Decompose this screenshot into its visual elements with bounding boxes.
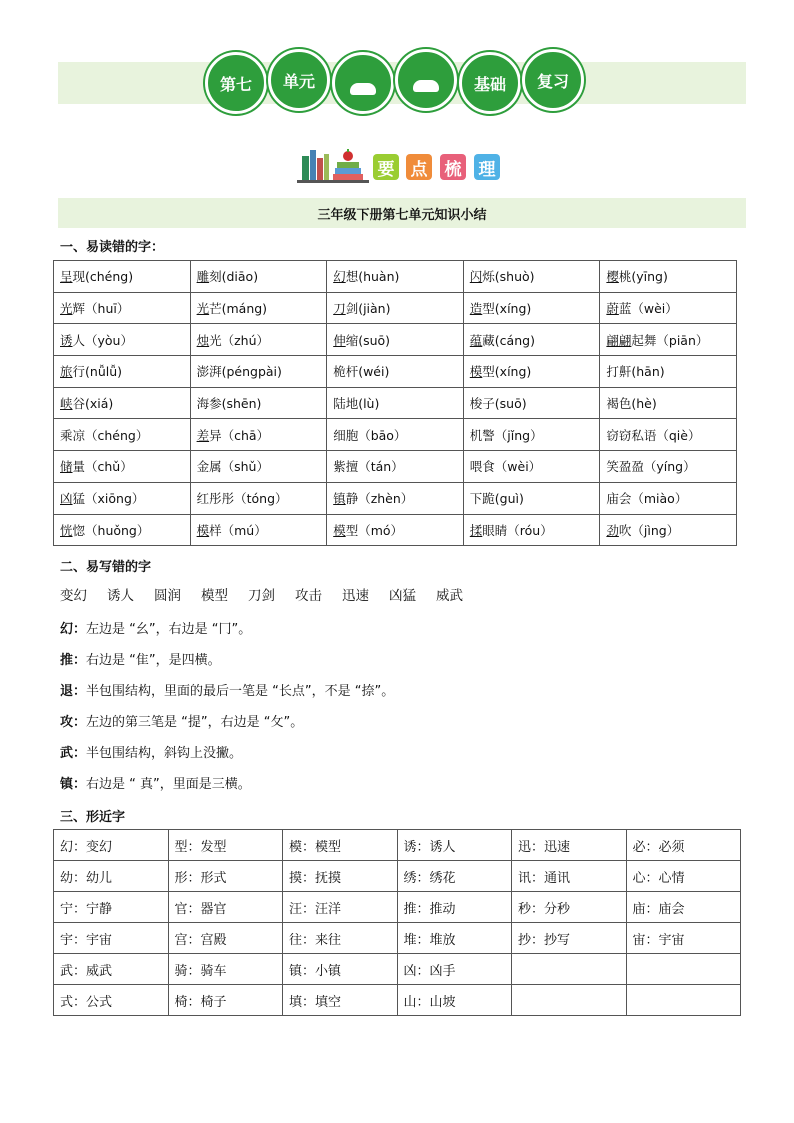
table-cell	[327, 292, 464, 324]
table-cell	[327, 451, 464, 483]
table-cell: 诱：诱人	[397, 830, 512, 861]
table-row	[54, 356, 737, 388]
cell-text: 异（chā）	[209, 427, 270, 443]
cell-text: 笑盈盈（yíng）	[606, 459, 696, 475]
underlined-char: 雕	[196, 269, 210, 285]
table-cell: 绣：绣花	[397, 861, 512, 892]
table-cell	[327, 514, 464, 546]
table-cell	[190, 387, 327, 419]
underlined-char: 凶	[60, 491, 73, 507]
table-cell	[54, 482, 191, 514]
word-item: 圆润	[154, 588, 181, 604]
table-cell	[190, 514, 327, 546]
underlined-char: 呈	[60, 269, 73, 285]
table-cell	[463, 514, 600, 546]
cell-text: 辉（huī）	[72, 301, 130, 317]
section-tile-4: 理	[474, 154, 500, 180]
word-item: 威武	[436, 588, 463, 604]
cell-text: 猛（xiōng）	[72, 491, 145, 507]
note-line	[60, 680, 394, 699]
underlined-char: 樱	[606, 269, 619, 285]
table-cell: 推：推动	[397, 892, 512, 923]
table-cell: 秒：分秒	[512, 892, 627, 923]
cell-text: 蓝（wèi）	[618, 301, 678, 317]
table-cell	[190, 451, 327, 483]
word-item: 模型	[201, 588, 228, 604]
table-row	[54, 514, 737, 546]
cell-text: 喂食（wèi）	[469, 459, 542, 475]
cell-text: 紫擅（tán）	[333, 459, 404, 475]
underlined-char: 模	[333, 522, 346, 538]
underlined-char: 峡	[60, 396, 73, 412]
table-cell	[327, 356, 464, 388]
table-cell	[626, 985, 741, 1016]
cell-text: 烁(shuò)	[482, 269, 535, 285]
table-cell: 填：填空	[283, 985, 398, 1016]
table-row	[54, 324, 737, 356]
note-line	[60, 649, 221, 668]
table-cell: 必：必须	[626, 830, 741, 861]
table-cell	[512, 985, 627, 1016]
underlined-char: 刀	[333, 301, 346, 317]
table-cell: 椅：椅子	[168, 985, 283, 1016]
table-cell	[463, 451, 600, 483]
word-item: 凶猛	[389, 588, 416, 604]
table-cell	[600, 419, 737, 451]
cell-text: 缩(suō)	[345, 332, 391, 348]
table-cell	[190, 261, 327, 293]
underlined-char: 差	[196, 427, 210, 443]
table-cell	[463, 324, 600, 356]
underlined-char: 恍	[60, 522, 73, 538]
cell-text: 惚（huǒng）	[72, 522, 150, 538]
table-cell	[54, 356, 191, 388]
table-cell	[463, 356, 600, 388]
cell-text: 庙会（miào）	[606, 491, 688, 507]
cell-text: 型（mó）	[345, 522, 404, 538]
table-cell	[190, 356, 327, 388]
underlined-char: 蕴	[469, 332, 483, 348]
cell-text: 人（yòu）	[72, 332, 133, 348]
table-cell	[327, 261, 464, 293]
misread-table	[53, 260, 737, 546]
badge-4	[395, 49, 457, 111]
word-item: 变幻	[60, 588, 87, 604]
table-cell	[463, 387, 600, 419]
miswrite-words	[60, 584, 463, 604]
table-cell: 往：来往	[283, 923, 398, 954]
table-cell: 官：器官	[168, 892, 283, 923]
word-item: 诱人	[107, 588, 134, 604]
underlined-char: 诱	[60, 332, 73, 348]
table-row	[54, 419, 737, 451]
table-row	[54, 292, 737, 324]
table-cell: 庙：庙会	[626, 892, 741, 923]
table-cell	[600, 324, 737, 356]
cell-text: 澎湃(péngpài)	[196, 364, 282, 380]
note-text: 半包围结构，里面的最后一笔是 “长点”，不是 “捺”。	[86, 684, 395, 699]
cell-text: 眼睛（róu）	[482, 522, 553, 538]
table-cell: 模：模型	[283, 830, 398, 861]
cell-text: 想(huàn)	[345, 269, 400, 285]
table-cell: 抄：抄写	[512, 923, 627, 954]
cell-text: 谷(xiá)	[72, 396, 114, 412]
note-text: 左边的第三笔是 “提”，右边是 “攵”。	[86, 715, 304, 730]
cloud-icon	[413, 80, 439, 92]
note-char: 武：	[60, 746, 87, 761]
note-char: 攻：	[60, 715, 87, 730]
cell-text: 藏(cáng)	[482, 332, 535, 348]
word-item: 迅速	[342, 588, 369, 604]
table-cell: 宫：宫殿	[168, 923, 283, 954]
cell-text: 梭子(suō)	[469, 396, 527, 412]
section-tile-1: 要	[373, 154, 399, 180]
table-cell: 心：心情	[626, 861, 741, 892]
section3-heading: 三、形近字	[60, 810, 126, 825]
table-cell	[463, 482, 600, 514]
note-text: 左边是 “幺”，右边是 “冂”。	[86, 622, 252, 637]
underlined-char: 翩翩	[606, 332, 632, 348]
cell-text: 样（mú）	[209, 522, 267, 538]
underlined-char: 光	[60, 301, 73, 317]
note-text: 半包围结构，斜钩上没撇。	[86, 746, 243, 761]
table-cell	[463, 419, 600, 451]
table-cell: 宙：宇宙	[626, 923, 741, 954]
table-cell	[190, 324, 327, 356]
table-cell	[463, 261, 600, 293]
note-char: 退：	[60, 684, 87, 699]
table-cell: 宇：宇宙	[54, 923, 169, 954]
table-cell	[600, 356, 737, 388]
table-cell	[327, 419, 464, 451]
table-cell	[512, 954, 627, 985]
underlined-char: 造	[469, 301, 483, 317]
note-line	[60, 742, 242, 761]
cell-text: 窃窃私语（qiè）	[606, 427, 701, 443]
page-subtitle: 三年级下册第七单元知识小结	[58, 198, 746, 228]
underlined-char: 伸	[333, 332, 346, 348]
table-row	[54, 261, 737, 293]
badge-5: 基础	[459, 52, 521, 114]
cell-text: 陆地(lù)	[333, 396, 380, 412]
table-cell	[600, 261, 737, 293]
table-cell	[463, 292, 600, 324]
table-cell	[327, 324, 464, 356]
table-cell	[54, 261, 191, 293]
note-line	[60, 711, 303, 730]
underlined-char: 旅	[60, 364, 73, 380]
table-cell: 堆：堆放	[397, 923, 512, 954]
table-row	[54, 451, 737, 483]
cell-text: 芒(máng)	[209, 301, 268, 317]
section1-heading: 一、易读错的字：	[60, 240, 165, 255]
section2-heading: 二、易写错的字	[60, 560, 152, 575]
table-cell	[600, 451, 737, 483]
table-cell: 幼：幼儿	[54, 861, 169, 892]
table-row	[54, 892, 741, 923]
note-line	[60, 618, 251, 637]
note-text: 右边是 “ 真”，里面是三横。	[86, 777, 251, 792]
underlined-char: 烛	[196, 332, 210, 348]
table-cell: 式：公式	[54, 985, 169, 1016]
underlined-char: 模	[469, 364, 483, 380]
table-row	[54, 861, 741, 892]
books-icon	[297, 146, 369, 184]
table-cell: 骑：骑车	[168, 954, 283, 985]
badge-1: 第七	[205, 52, 267, 114]
table-cell: 型：发型	[168, 830, 283, 861]
similar-chars-table	[53, 829, 741, 1016]
table-cell: 凶：凶手	[397, 954, 512, 985]
cell-text: 桃(yīng)	[618, 269, 668, 285]
table-cell: 形：形式	[168, 861, 283, 892]
table-cell: 武：威武	[54, 954, 169, 985]
cell-text: 褐色(hè)	[606, 396, 657, 412]
note-char: 推：	[60, 653, 87, 668]
table-cell: 山：山坡	[397, 985, 512, 1016]
table-cell	[600, 387, 737, 419]
cell-text: 吹（jìng）	[618, 522, 680, 538]
table-cell	[190, 292, 327, 324]
table-cell	[327, 387, 464, 419]
underlined-char: 储	[60, 459, 73, 475]
section-tile-2: 点	[406, 154, 432, 180]
table-cell	[190, 482, 327, 514]
cell-text: 打鼾(hān)	[606, 364, 665, 380]
table-row	[54, 985, 741, 1016]
table-cell: 镇：小镇	[283, 954, 398, 985]
note-char: 幻：	[60, 622, 87, 637]
cell-text: 桅杆(wéi)	[333, 364, 390, 380]
underlined-char: 镇	[333, 491, 346, 507]
table-cell	[54, 387, 191, 419]
cell-text: 刻(diāo)	[209, 269, 259, 285]
cell-text: 光（zhú）	[209, 332, 270, 348]
table-row	[54, 923, 741, 954]
note-char: 镇：	[60, 777, 87, 792]
cell-text: 行(nǚlǚ)	[72, 364, 123, 380]
cell-text: 乘凉（chéng）	[60, 427, 149, 443]
cell-text: 型(xíng)	[482, 364, 532, 380]
table-row	[54, 387, 737, 419]
underlined-char: 闪	[469, 269, 483, 285]
section-tile-3: 梳	[440, 154, 466, 180]
table-cell	[54, 292, 191, 324]
underlined-char: 光	[196, 301, 210, 317]
underlined-char: 蔚	[606, 301, 619, 317]
table-cell: 迅：迅速	[512, 830, 627, 861]
table-cell: 摸：抚摸	[283, 861, 398, 892]
table-cell	[54, 451, 191, 483]
underlined-char: 模	[196, 522, 210, 538]
cell-text: 起舞（piān）	[631, 332, 709, 348]
table-cell: 汪：汪洋	[283, 892, 398, 923]
badge-2: 单元	[268, 49, 330, 111]
note-line	[60, 773, 251, 792]
table-cell	[54, 324, 191, 356]
cell-text: 静（zhèn）	[345, 491, 414, 507]
table-cell	[54, 419, 191, 451]
cell-text: 下跪(guì)	[469, 491, 524, 507]
underlined-char: 劲	[606, 522, 619, 538]
word-item: 刀剑	[248, 588, 275, 604]
cell-text: 量（chǔ）	[72, 459, 133, 475]
cell-text: 剑(jiàn)	[345, 301, 391, 317]
table-cell	[327, 482, 464, 514]
cell-text: 细胞（bāo）	[333, 427, 407, 443]
table-cell: 讯：通讯	[512, 861, 627, 892]
cell-text: 现(chéng)	[72, 269, 134, 285]
table-row	[54, 830, 741, 861]
badge-3	[332, 52, 394, 114]
table-cell: 宁：宁静	[54, 892, 169, 923]
table-cell	[600, 514, 737, 546]
word-item: 攻击	[295, 588, 322, 604]
table-cell: 幻：变幻	[54, 830, 169, 861]
table-cell	[54, 514, 191, 546]
cell-text: 海参(shēn)	[196, 396, 262, 412]
table-row	[54, 482, 737, 514]
cell-text: 红彤彤（tóng）	[196, 491, 288, 507]
underlined-char: 幻	[333, 269, 346, 285]
cell-text: 金属（shǔ）	[196, 459, 269, 475]
table-cell	[600, 482, 737, 514]
table-cell	[626, 954, 741, 985]
cell-text: 型(xíng)	[482, 301, 532, 317]
table-cell	[600, 292, 737, 324]
badge-6: 复习	[522, 49, 584, 111]
underlined-char: 揉	[469, 522, 483, 538]
cloud-icon	[350, 83, 376, 95]
cell-text: 机警（jǐng）	[469, 427, 543, 443]
table-row	[54, 954, 741, 985]
table-cell	[190, 419, 327, 451]
note-text: 右边是 “隹”，是四横。	[86, 653, 221, 668]
